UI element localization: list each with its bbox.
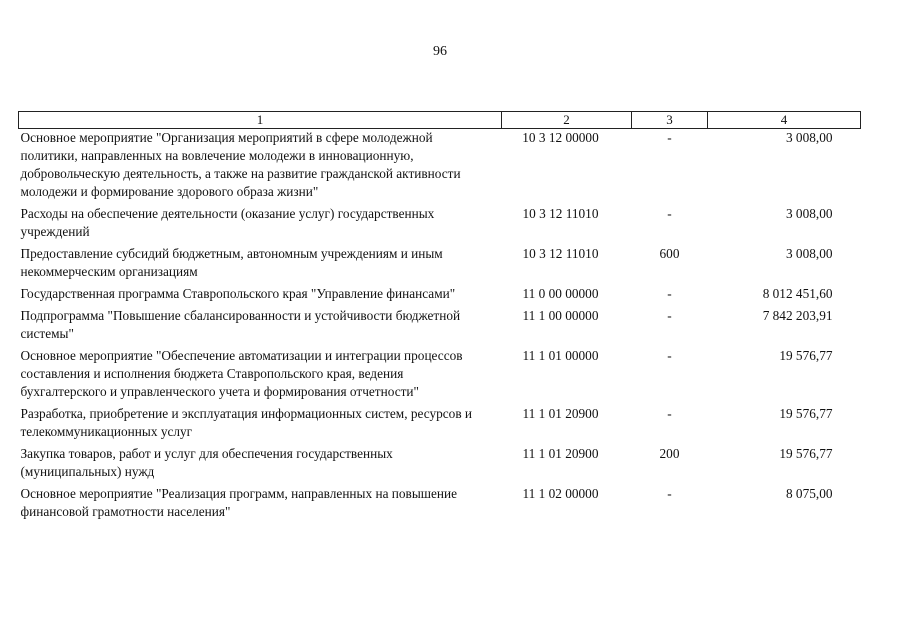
row-name: Разработка, приобретение и эксплуатация информационных систем, ресурсов и телекоммуникационных услуг <box>20 406 473 439</box>
row-amount: 8 075,00 <box>785 486 833 501</box>
row-amount: 3 008,00 <box>785 130 833 145</box>
row-name: Основное мероприятие "Обеспечение автоматизации и интеграции процессов составления и исполнения бюджета Ставропольского края, ведения бухгалтерского и управленческого учета и формирования отчетности" <box>20 348 463 399</box>
header-col-1: 1 <box>19 112 502 129</box>
table-row <box>19 245 861 285</box>
table-row <box>19 347 861 405</box>
row-expense-type: - <box>667 486 672 501</box>
table-row <box>19 285 861 307</box>
header-col-4: 4 <box>708 112 861 129</box>
row-code: 11 1 01 20900 <box>522 446 599 461</box>
page-number: 96 <box>433 44 447 59</box>
row-code: 10 3 12 11010 <box>522 206 599 221</box>
row-expense-type: - <box>667 286 672 301</box>
table-row <box>19 129 861 206</box>
row-code: 10 3 12 11010 <box>522 246 599 261</box>
row-expense-type: - <box>667 348 672 363</box>
row-name: Предоставление субсидий бюджетным, автономным учреждениям и иным некоммерческим организациям <box>20 246 443 279</box>
header-col-3: 3 <box>632 112 708 129</box>
row-name: Подпрограмма "Повышение сбалансированности и устойчивости бюджетной системы" <box>20 308 461 341</box>
row-amount: 8 012 451,60 <box>762 286 833 301</box>
row-name: Расходы на обеспечение деятельности (оказание услуг) государственных учреждений <box>20 206 435 239</box>
header-col-2: 2 <box>502 112 632 129</box>
row-code: 11 1 01 20900 <box>522 406 599 421</box>
row-code: 11 0 00 00000 <box>522 286 599 301</box>
row-name: Основное мероприятие "Реализация программ, направленных на повышение финансовой грамотности населения" <box>20 486 458 519</box>
table-row <box>19 405 861 445</box>
row-amount: 19 576,77 <box>779 348 833 363</box>
row-name: Государственная программа Ставропольского края "Управление финансами" <box>20 286 456 301</box>
row-code: 11 1 01 00000 <box>522 348 599 363</box>
row-expense-type: - <box>667 406 672 421</box>
row-expense-type: - <box>667 308 672 323</box>
table-header <box>19 112 861 129</box>
row-amount: 19 576,77 <box>779 446 833 461</box>
row-code: 11 1 00 00000 <box>522 308 599 323</box>
table-row <box>19 485 861 521</box>
row-amount: 3 008,00 <box>785 206 833 221</box>
row-name: Закупка товаров, работ и услуг для обеспечения государственных (муниципальных) нужд <box>20 446 393 479</box>
table-row <box>19 445 861 485</box>
row-amount: 19 576,77 <box>779 406 833 421</box>
row-name: Основное мероприятие "Организация мероприятий в сфере молодежной политики, направленных на вовлечение молодежи в инновационную, добровольческую деятельность, а также на развитие гражданской активности молодежи и формирование здорового образа жизни" <box>20 130 461 199</box>
budget-table-container <box>18 111 860 521</box>
row-expense-type: - <box>667 206 672 221</box>
row-amount: 3 008,00 <box>785 246 833 261</box>
table-row <box>19 205 861 245</box>
row-expense-type: 200 <box>659 446 680 461</box>
row-amount: 7 842 203,91 <box>762 308 833 323</box>
row-expense-type: - <box>667 130 672 145</box>
row-code: 11 1 02 00000 <box>522 486 599 501</box>
table-row <box>19 307 861 347</box>
table-body <box>19 129 861 522</box>
row-code: 10 3 12 00000 <box>522 130 599 145</box>
budget-table <box>18 111 861 521</box>
row-expense-type: 600 <box>659 246 680 261</box>
